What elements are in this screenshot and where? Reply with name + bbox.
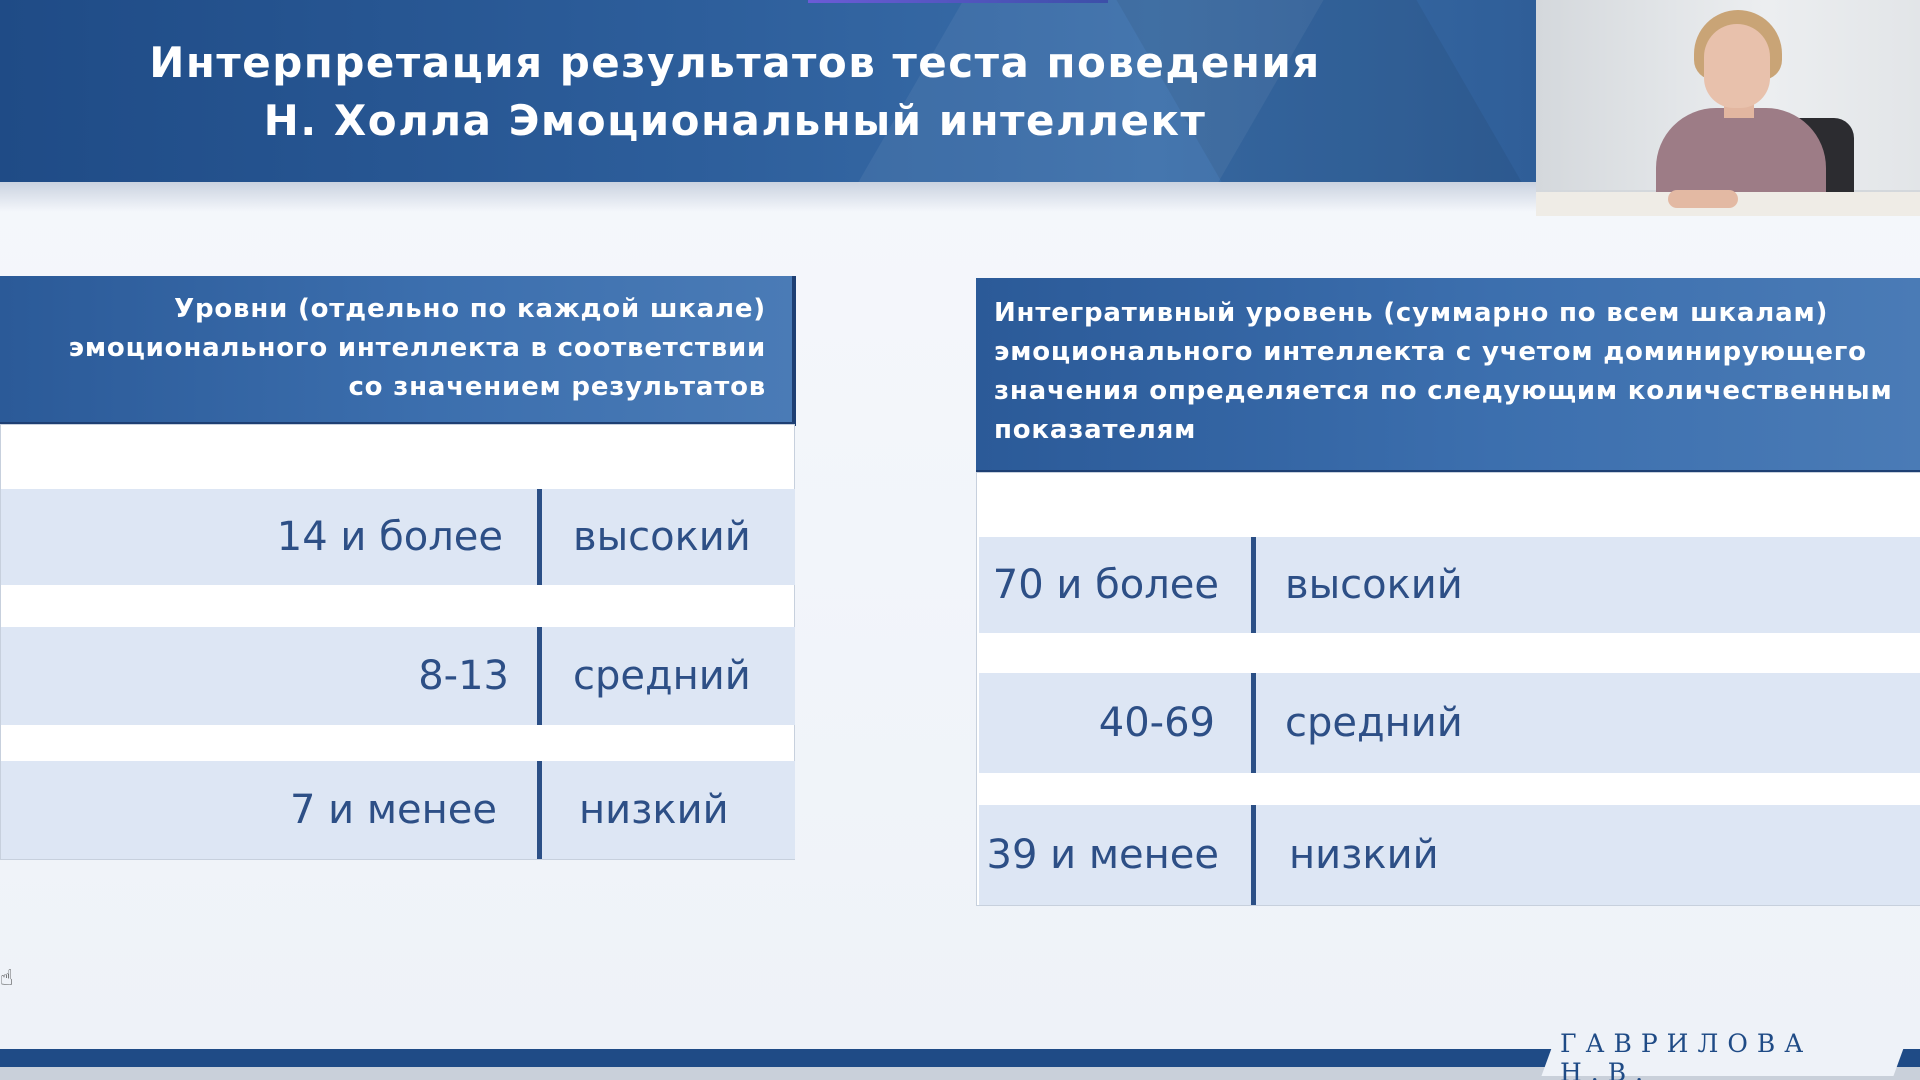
hand-cursor-icon: ☝	[0, 966, 14, 991]
webcam-presenter-hand	[1668, 190, 1738, 208]
level-cell: низкий	[1289, 832, 1439, 878]
table-row	[979, 537, 1920, 633]
range-cell: 14 и более	[276, 514, 503, 560]
column-separator	[537, 761, 542, 859]
right-card-header	[976, 278, 1920, 474]
right-card-table	[976, 472, 1920, 906]
column-separator	[1251, 673, 1256, 773]
table-row	[1, 761, 795, 859]
range-cell: 7 и менее	[289, 787, 497, 833]
level-cell: средний	[573, 653, 751, 699]
left-card-header-text: Уровни (отдельно по каждой шкале) эмоционального интеллекта в соответствии со значением результатов	[68, 294, 766, 402]
range-cell: 40-69	[1098, 700, 1215, 746]
column-separator	[537, 489, 542, 585]
range-cell: 70 и более	[992, 562, 1219, 608]
left-card-table	[0, 424, 795, 860]
table-row	[979, 673, 1920, 773]
level-cell: высокий	[1285, 562, 1463, 608]
header-shadow	[0, 182, 1536, 212]
column-separator	[1251, 805, 1256, 905]
level-cell: высокий	[573, 514, 751, 560]
webcam-presenter-head	[1704, 24, 1770, 108]
range-cell: 39 и менее	[986, 832, 1219, 878]
author-name: ГАВРИЛОВА Н.В.	[1560, 1029, 1813, 1080]
column-separator	[537, 627, 542, 725]
slide-title: Интерпретация результатов теста поведения Н. Холла Эмоциональный интеллект	[149, 38, 1321, 145]
range-cell: 8-13	[418, 653, 509, 699]
webcam-video	[1536, 0, 1920, 216]
right-card-header-text: Интегративный уровень (суммарно по всем шкалам) эмоционального интеллекта с учетом доминирующего значения определяется по следующим количественным показателям	[994, 298, 1893, 445]
header-accent-line	[808, 0, 1108, 3]
table-row	[979, 805, 1920, 905]
header-band	[0, 0, 1536, 182]
level-cell: низкий	[579, 787, 729, 833]
left-card-header	[0, 276, 796, 426]
column-separator	[1251, 537, 1256, 633]
level-cell: средний	[1285, 700, 1463, 746]
table-row	[1, 627, 795, 725]
table-row	[1, 489, 795, 585]
